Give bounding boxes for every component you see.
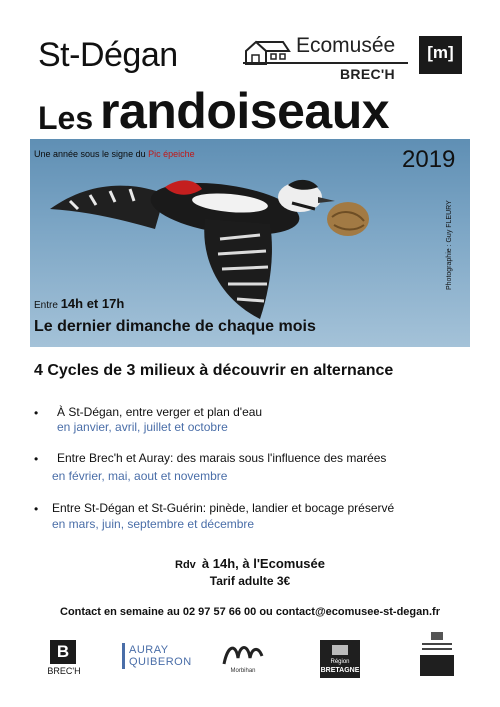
tagline-prefix: Une année sous le signe du bbox=[34, 149, 146, 159]
cycle-3-text: Entre St-Dégan et St-Guérin: pinède, landier et bocage préservé bbox=[52, 501, 395, 515]
morbihan-logo-mark bbox=[220, 640, 266, 666]
brech-logo-mark: B bbox=[50, 640, 76, 664]
hours bbox=[34, 296, 124, 311]
rdv-label: Rdv bbox=[175, 559, 196, 571]
brech-logo-text: BREC'H bbox=[47, 666, 81, 676]
cycle-1-months: en janvier, avril, juillet et octobre bbox=[57, 420, 228, 434]
contact-line: Contact en semaine au 02 97 57 66 00 ou contact@ecomusee-st-degan.fr bbox=[60, 606, 440, 618]
bullet-1: • bbox=[34, 406, 39, 420]
place-title: St-Dégan bbox=[38, 36, 178, 74]
year: 2019 bbox=[402, 146, 456, 173]
hours-prefix: Entre bbox=[34, 300, 58, 311]
prefecture-logo-mark bbox=[431, 632, 443, 640]
prefecture-logo bbox=[420, 632, 454, 676]
brech-logo bbox=[42, 640, 86, 676]
bretagne-logo-mark bbox=[332, 645, 348, 655]
cycles-heading: 4 Cycles de 3 milieux à découvrir en alternance bbox=[34, 362, 394, 379]
bullet-2: • bbox=[34, 452, 39, 466]
rendezvous bbox=[0, 556, 500, 571]
cycle-2-months: en février, mai, aout et novembre bbox=[52, 469, 228, 483]
ecomusee-subtitle: BREC'H bbox=[340, 66, 395, 82]
auray-logo-bar bbox=[122, 643, 125, 669]
prefecture-logo-block bbox=[420, 655, 454, 676]
cycle-1-text: À St-Dégan, entre verger et plan d'eau bbox=[57, 405, 263, 419]
title-les: Les bbox=[38, 100, 94, 136]
auray-logo-line1: AURAY bbox=[129, 644, 169, 656]
schedule: Le dernier dimanche de chaque mois bbox=[34, 318, 316, 335]
cycle-3-months: en mars, juin, septembre et décembre bbox=[52, 517, 255, 531]
auray-quiberon-logo bbox=[122, 643, 192, 671]
rdv-value: à 14h, à l'Ecomusée bbox=[201, 556, 325, 571]
ecomusee-underline bbox=[243, 62, 408, 64]
hours-value: 14h et 17h bbox=[60, 296, 125, 311]
bullet-3: • bbox=[34, 502, 39, 516]
morbihan-logo bbox=[220, 640, 266, 676]
ecomusee-name: Ecomusée bbox=[296, 34, 396, 57]
bretagne-logo bbox=[320, 640, 360, 678]
museum-logo bbox=[419, 36, 462, 74]
museum-logo-glyph: [m] bbox=[427, 43, 454, 62]
prefecture-logo-line-1 bbox=[422, 643, 452, 645]
morbihan-logo-text: Morbihan bbox=[230, 668, 256, 674]
auray-logo-line2: QUIBERON bbox=[129, 656, 192, 668]
photo-credit: Photographie : Guy FLEURY bbox=[446, 200, 453, 290]
photo-tagline bbox=[34, 149, 195, 159]
cycle-2-text: Entre Brec'h et Auray: des marais sous l'influence des marées bbox=[57, 451, 387, 465]
main-title: randoiseaux bbox=[100, 83, 390, 139]
prefecture-logo-line-2 bbox=[422, 648, 452, 650]
price: Tarif adulte 3€ bbox=[209, 574, 291, 588]
bretagne-logo-line1: Région bbox=[330, 659, 350, 665]
tagline-highlight: Pic épeiche bbox=[148, 149, 195, 159]
bretagne-logo-line2: BRETAGNE bbox=[320, 667, 360, 674]
